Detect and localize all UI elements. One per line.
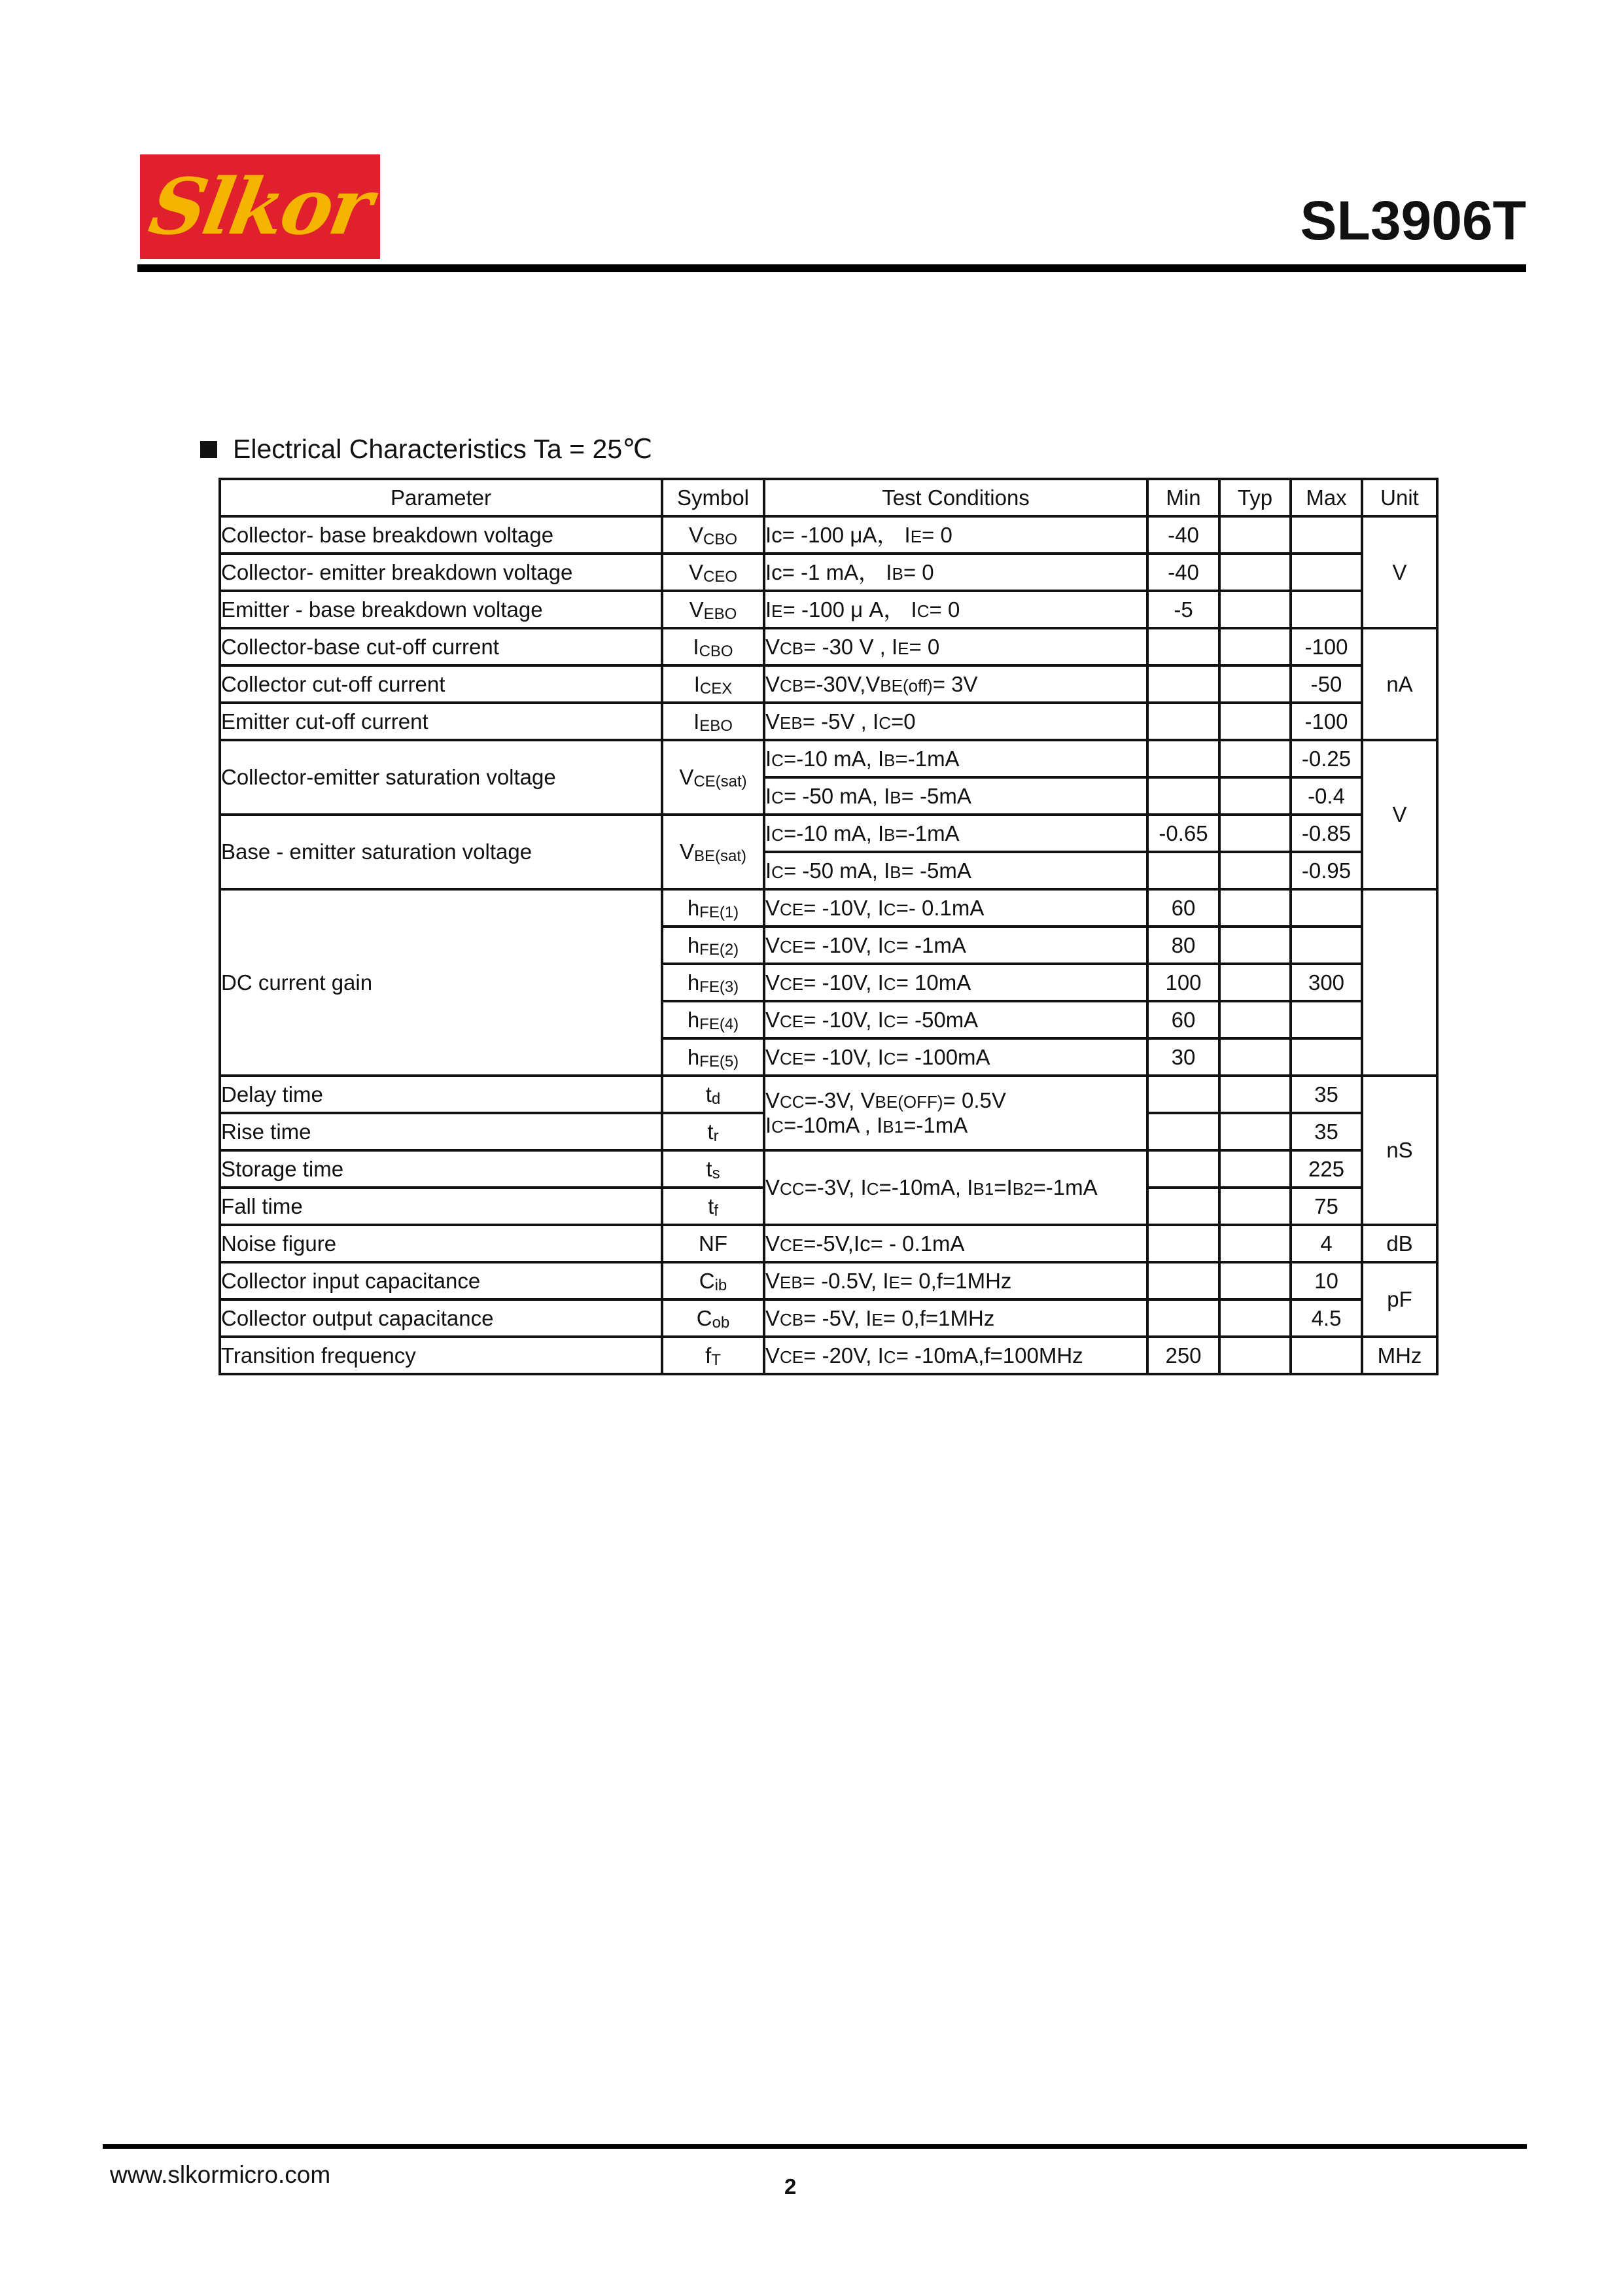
electrical-characteristics-table	[218, 478, 1439, 1375]
table-row	[220, 1076, 1437, 1113]
min-cell: 30	[1147, 1038, 1219, 1076]
param-cell: Fall time	[220, 1188, 662, 1225]
typ-cell	[1219, 1150, 1291, 1188]
max-cell	[1291, 554, 1362, 591]
part-number: SL3906T	[1300, 190, 1526, 251]
min-cell	[1147, 852, 1219, 889]
condition-cell: VCE= -10V, IC= -100mA	[764, 1038, 1147, 1076]
condition-cell: Ic= -100 μA， IE= 0	[764, 516, 1147, 554]
symbol-cell: $h_{FE(3)}$	[662, 964, 764, 1001]
max-cell	[1291, 1038, 1362, 1076]
max-cell: 10	[1291, 1262, 1362, 1299]
max-cell: 35	[1291, 1076, 1362, 1113]
condition-line: IC=-10mA , IB1=-1mA	[765, 1113, 968, 1137]
min-cell	[1147, 1076, 1219, 1113]
param-cell: Base - emitter saturation voltage	[220, 815, 662, 889]
symbol-cell: $I_{EBO}$	[662, 703, 764, 740]
condition-cell: IE= -100 μ A， IC= 0	[764, 591, 1147, 628]
table-row	[220, 1262, 1437, 1299]
header-min: Min	[1147, 479, 1219, 516]
max-cell: -0.25	[1291, 740, 1362, 777]
condition-cell: VCE= -10V, IC= 10mA	[764, 964, 1147, 1001]
param-cell: Transition frequency	[220, 1337, 662, 1374]
typ-cell	[1219, 516, 1291, 554]
symbol-cell: $t_f$	[662, 1188, 764, 1225]
typ-cell	[1219, 815, 1291, 852]
typ-cell	[1219, 1299, 1291, 1337]
typ-cell	[1219, 1001, 1291, 1038]
param-cell: Rise time	[220, 1113, 662, 1150]
condition-cell: VCE= -20V, IC= -10mA,f=100MHz	[764, 1337, 1147, 1374]
table-row	[220, 815, 1437, 852]
symbol-cell: $h_{FE(2)}$	[662, 927, 764, 964]
typ-cell	[1219, 1262, 1291, 1299]
condition-cell: VEB= -5V , IC=0	[764, 703, 1147, 740]
condition-cell: IC=-10 mA, IB=-1mA	[764, 740, 1147, 777]
min-cell	[1147, 703, 1219, 740]
max-cell: -100	[1291, 628, 1362, 665]
min-cell: 60	[1147, 1001, 1219, 1038]
max-cell	[1291, 927, 1362, 964]
param-cell: Collector- emitter breakdown voltage	[220, 554, 662, 591]
condition-cell: VCB= -30 V , IE= 0	[764, 628, 1147, 665]
bullet-square-icon	[200, 441, 217, 458]
footer-divider	[103, 2144, 1527, 2149]
symbol-cell: $V_{CEO}$	[662, 554, 764, 591]
table-row	[220, 740, 1437, 777]
typ-cell	[1219, 591, 1291, 628]
symbol-cell: $t_r$	[662, 1113, 764, 1150]
unit-cell: V	[1362, 516, 1437, 628]
min-cell: 60	[1147, 889, 1219, 927]
typ-cell	[1219, 628, 1291, 665]
typ-cell	[1219, 852, 1291, 889]
header-symbol: Symbol	[662, 479, 764, 516]
unit-cell: MHz	[1362, 1337, 1437, 1374]
max-cell	[1291, 889, 1362, 927]
min-cell: -0.65	[1147, 815, 1219, 852]
param-cell: Collector output capacitance	[220, 1299, 662, 1337]
symbol-cell: $V_{EBO}$	[662, 591, 764, 628]
symbol-cell: $t_s$	[662, 1150, 764, 1188]
table-row	[220, 1150, 1437, 1188]
max-cell: -0.95	[1291, 852, 1362, 889]
symbol-cell: $V_{CBO}$	[662, 516, 764, 554]
param-cell: Noise figure	[220, 1225, 662, 1262]
min-cell: 250	[1147, 1337, 1219, 1374]
min-cell	[1147, 1113, 1219, 1150]
table-row	[220, 703, 1437, 740]
param-cell: Collector cut-off current	[220, 665, 662, 703]
max-cell	[1291, 516, 1362, 554]
max-cell: 225	[1291, 1150, 1362, 1188]
min-cell	[1147, 1262, 1219, 1299]
symbol-cell: $C_{ob}$	[662, 1299, 764, 1337]
table-row	[220, 665, 1437, 703]
param-cell: Collector-emitter saturation voltage	[220, 740, 662, 815]
symbol-cell: $f_T$	[662, 1337, 764, 1374]
condition-cell: VCE=-5V,Ic= - 0.1mA	[764, 1225, 1147, 1262]
symbol-cell: $I_{CEX}$	[662, 665, 764, 703]
max-cell: 4	[1291, 1225, 1362, 1262]
condition-cell: IC= -50 mA, IB= -5mA	[764, 852, 1147, 889]
condition-line: VCC=-3V, VBE(OFF)= 0.5V	[765, 1088, 1006, 1113]
table-row	[220, 628, 1437, 665]
typ-cell	[1219, 1337, 1291, 1374]
table-row	[220, 1337, 1437, 1374]
table-row	[220, 591, 1437, 628]
table-row	[220, 889, 1437, 927]
condition-cell: IC= -50 mA, IB= -5mA	[764, 777, 1147, 815]
min-cell: -40	[1147, 554, 1219, 591]
unit-cell: dB	[1362, 1225, 1437, 1262]
footer-website: www.slkormicro.com	[110, 2161, 331, 2188]
typ-cell	[1219, 740, 1291, 777]
param-cell: Delay time	[220, 1076, 662, 1113]
section-heading	[200, 436, 652, 463]
typ-cell	[1219, 554, 1291, 591]
header-unit: Unit	[1362, 479, 1437, 516]
symbol-cell: $h_{FE(5)}$	[662, 1038, 764, 1076]
unit-cell: nS	[1362, 1076, 1437, 1225]
table-row	[220, 516, 1437, 554]
symbol-cell: $h_{FE(1)}$	[662, 889, 764, 927]
min-cell	[1147, 1299, 1219, 1337]
param-cell: Emitter - base breakdown voltage	[220, 591, 662, 628]
max-cell	[1291, 591, 1362, 628]
param-cell: Storage time	[220, 1150, 662, 1188]
symbol-cell: $I_{CBO}$	[662, 628, 764, 665]
max-cell: -0.4	[1291, 777, 1362, 815]
section-title: Electrical Characteristics Ta = 25℃	[233, 434, 653, 464]
unit-cell: V	[1362, 740, 1437, 889]
max-cell: 75	[1291, 1188, 1362, 1225]
header-max: Max	[1291, 479, 1362, 516]
typ-cell	[1219, 964, 1291, 1001]
max-cell	[1291, 1001, 1362, 1038]
typ-cell	[1219, 703, 1291, 740]
max-cell: -0.85	[1291, 815, 1362, 852]
max-cell: 35	[1291, 1113, 1362, 1150]
param-cell: Collector- base breakdown voltage	[220, 516, 662, 554]
param-cell: DC current gain	[220, 889, 662, 1076]
min-cell	[1147, 1150, 1219, 1188]
condition-cell: VCB= -5V, IE= 0,f=1MHz	[764, 1299, 1147, 1337]
typ-cell	[1219, 889, 1291, 927]
symbol-cell: $V_{BE(sat)}$	[662, 815, 764, 889]
condition-cell: VEB= -0.5V, IE= 0,f=1MHz	[764, 1262, 1147, 1299]
condition-cell: VCC=-3V, IC=-10mA, IB1=IB2=-1mA	[764, 1150, 1147, 1225]
symbol-cell: $t_d$	[662, 1076, 764, 1113]
max-cell: -100	[1291, 703, 1362, 740]
max-cell: 300	[1291, 964, 1362, 1001]
min-cell: -5	[1147, 591, 1219, 628]
condition-cell: VCE= -10V, IC= -50mA	[764, 1001, 1147, 1038]
max-cell: 4.5	[1291, 1299, 1362, 1337]
min-cell	[1147, 777, 1219, 815]
condition-cell: IC=-10 mA, IB=-1mA	[764, 815, 1147, 852]
condition-cell: VCB=-30V,VBE(off)= 3V	[764, 665, 1147, 703]
typ-cell	[1219, 1225, 1291, 1262]
page-number: 2	[784, 2174, 797, 2199]
table-row	[220, 1225, 1437, 1262]
typ-cell	[1219, 777, 1291, 815]
typ-cell	[1219, 927, 1291, 964]
param-cell: Collector-base cut-off current	[220, 628, 662, 665]
table-row	[220, 554, 1437, 591]
min-cell	[1147, 628, 1219, 665]
header-parameter: Parameter	[220, 479, 662, 516]
param-cell: Collector input capacitance	[220, 1262, 662, 1299]
brand-logo	[140, 154, 380, 259]
min-cell	[1147, 1225, 1219, 1262]
typ-cell	[1219, 1076, 1291, 1113]
header-test-conditions: Test Conditions	[764, 479, 1147, 516]
symbol-cell: $h_{FE(4)}$	[662, 1001, 764, 1038]
symbol-cell: NF	[662, 1225, 764, 1262]
condition-cell	[764, 1076, 1147, 1150]
param-cell: Emitter cut-off current	[220, 703, 662, 740]
min-cell: -40	[1147, 516, 1219, 554]
typ-cell	[1219, 1188, 1291, 1225]
min-cell	[1147, 740, 1219, 777]
header-typ: Typ	[1219, 479, 1291, 516]
unit-cell	[1362, 889, 1437, 1076]
max-cell	[1291, 1337, 1362, 1374]
min-cell: 100	[1147, 964, 1219, 1001]
table-row	[220, 1299, 1437, 1337]
max-cell: -50	[1291, 665, 1362, 703]
min-cell	[1147, 1188, 1219, 1225]
condition-cell: Ic= -1 mA， IB= 0	[764, 554, 1147, 591]
min-cell: 80	[1147, 927, 1219, 964]
typ-cell	[1219, 665, 1291, 703]
condition-cell: VCE= -10V, IC=- 0.1mA	[764, 889, 1147, 927]
header-divider	[137, 264, 1526, 272]
table-header-row	[220, 479, 1437, 516]
condition-cell: VCE= -10V, IC= -1mA	[764, 927, 1147, 964]
unit-cell: pF	[1362, 1262, 1437, 1337]
unit-cell: nA	[1362, 628, 1437, 740]
typ-cell	[1219, 1113, 1291, 1150]
symbol-cell: $C_{ib}$	[662, 1262, 764, 1299]
min-cell	[1147, 665, 1219, 703]
logo-text: Slkor	[143, 161, 377, 252]
typ-cell	[1219, 1038, 1291, 1076]
symbol-cell: $V_{CE(sat)}$	[662, 740, 764, 815]
